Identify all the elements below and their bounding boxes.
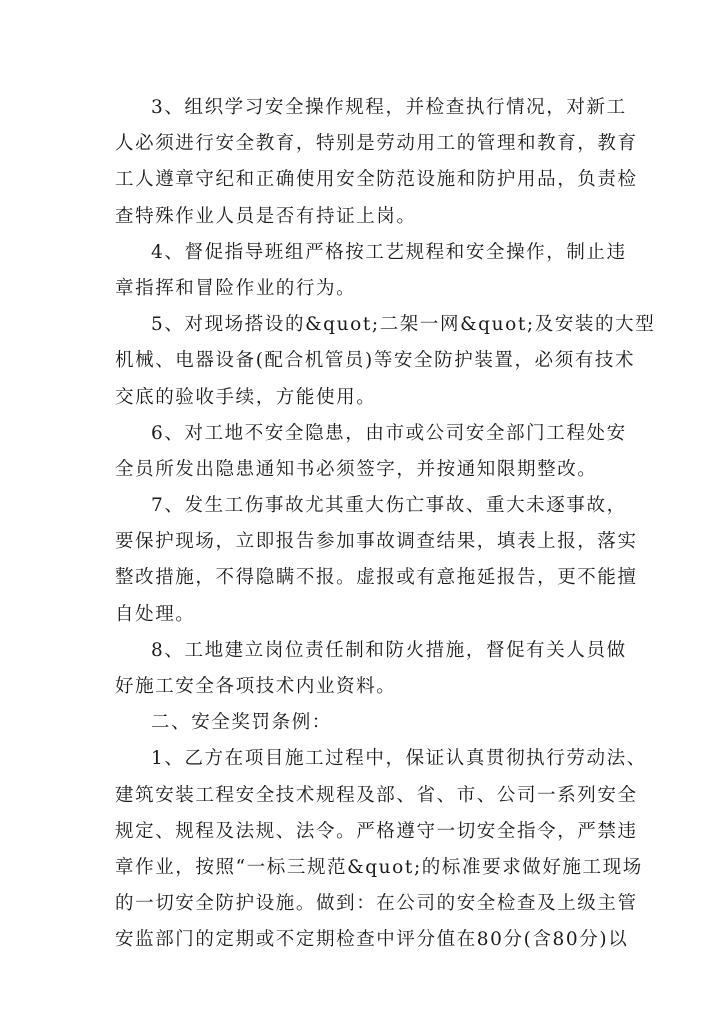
text-line: 建筑安装工程安全技术规程及部、省、市、公司一系列安全 bbox=[115, 784, 638, 806]
paragraph-item-7 bbox=[115, 488, 638, 633]
text-line: 的一切安全防护设施。做到：在公司的安全检查及上级主管 bbox=[115, 893, 638, 915]
text-line: 机械、电器设备(配合机管员)等安全防护装置，必须有技术 bbox=[115, 350, 636, 372]
paragraph-item-8 bbox=[115, 633, 627, 705]
paragraph-item-5 bbox=[115, 307, 656, 416]
text-line: 章作业，按照“一标三规范&quot;的标准要求做好施工现场 bbox=[115, 856, 643, 878]
text-line: 8、工地建立岗位责任制和防火措施，督促有关人员做 bbox=[151, 639, 627, 661]
text-line: 安监部门的定期或不定期检查中评分值在80分(含80分)以 bbox=[115, 929, 629, 951]
text-line: 要保护现场，立即报告参加事故调查结果，填表上报，落实 bbox=[115, 531, 638, 553]
text-line: 6、对工地不安全隐患，由市或公司安全部门工程处安 bbox=[151, 422, 627, 444]
document-body bbox=[115, 90, 656, 959]
text-line: 1、乙方在项目施工过程中，保证认真贯彻执行劳动法、 bbox=[151, 748, 647, 770]
text-line: 人必须进行安全教育，特别是劳动用工的管理和教育，教育 bbox=[115, 133, 638, 155]
paragraph-item-4 bbox=[115, 235, 627, 307]
text-line: 查特殊作业人员是否有持证上岗。 bbox=[115, 205, 417, 227]
heading-line: 二、安全奖罚条例： bbox=[151, 712, 332, 734]
text-line: 5、对现场搭设的&quot;二架一网&quot;及安装的大型 bbox=[151, 314, 656, 336]
text-line: 好施工安全各项技术内业资料。 bbox=[115, 676, 397, 697]
paragraph-rule-1 bbox=[115, 741, 647, 958]
text-line: 3、组织学习安全操作规程，并检查执行情况，对新工 bbox=[151, 97, 627, 118]
paragraph-item-3 bbox=[115, 90, 638, 235]
text-line: 整改措施，不得隐瞒不报。虚报或有意拖延报告，更不能擅 bbox=[115, 567, 638, 589]
text-line: 自处理。 bbox=[115, 603, 196, 625]
text-line: 章指挥和冒险作业的行为。 bbox=[115, 277, 357, 299]
section-heading bbox=[115, 705, 615, 741]
text-line: 工人遵章守纪和正确使用安全防范设施和防护用品，负责检 bbox=[115, 169, 638, 191]
text-line: 7、发生工伤事故尤其重大伤亡事故、重大未逐事故， bbox=[151, 495, 627, 517]
text-line: 4、督促指导班组严格按工艺规程和安全操作，制止违 bbox=[151, 241, 627, 263]
text-line: 规定、规程及法规、法令。严格遵守一切安全指令，严禁违 bbox=[115, 820, 638, 842]
text-line: 交底的验收手续，方能使用。 bbox=[115, 386, 377, 408]
paragraph-item-6 bbox=[115, 416, 627, 488]
text-line: 全员所发出隐患通知书必须签字，并按通知限期整改。 bbox=[115, 458, 598, 480]
